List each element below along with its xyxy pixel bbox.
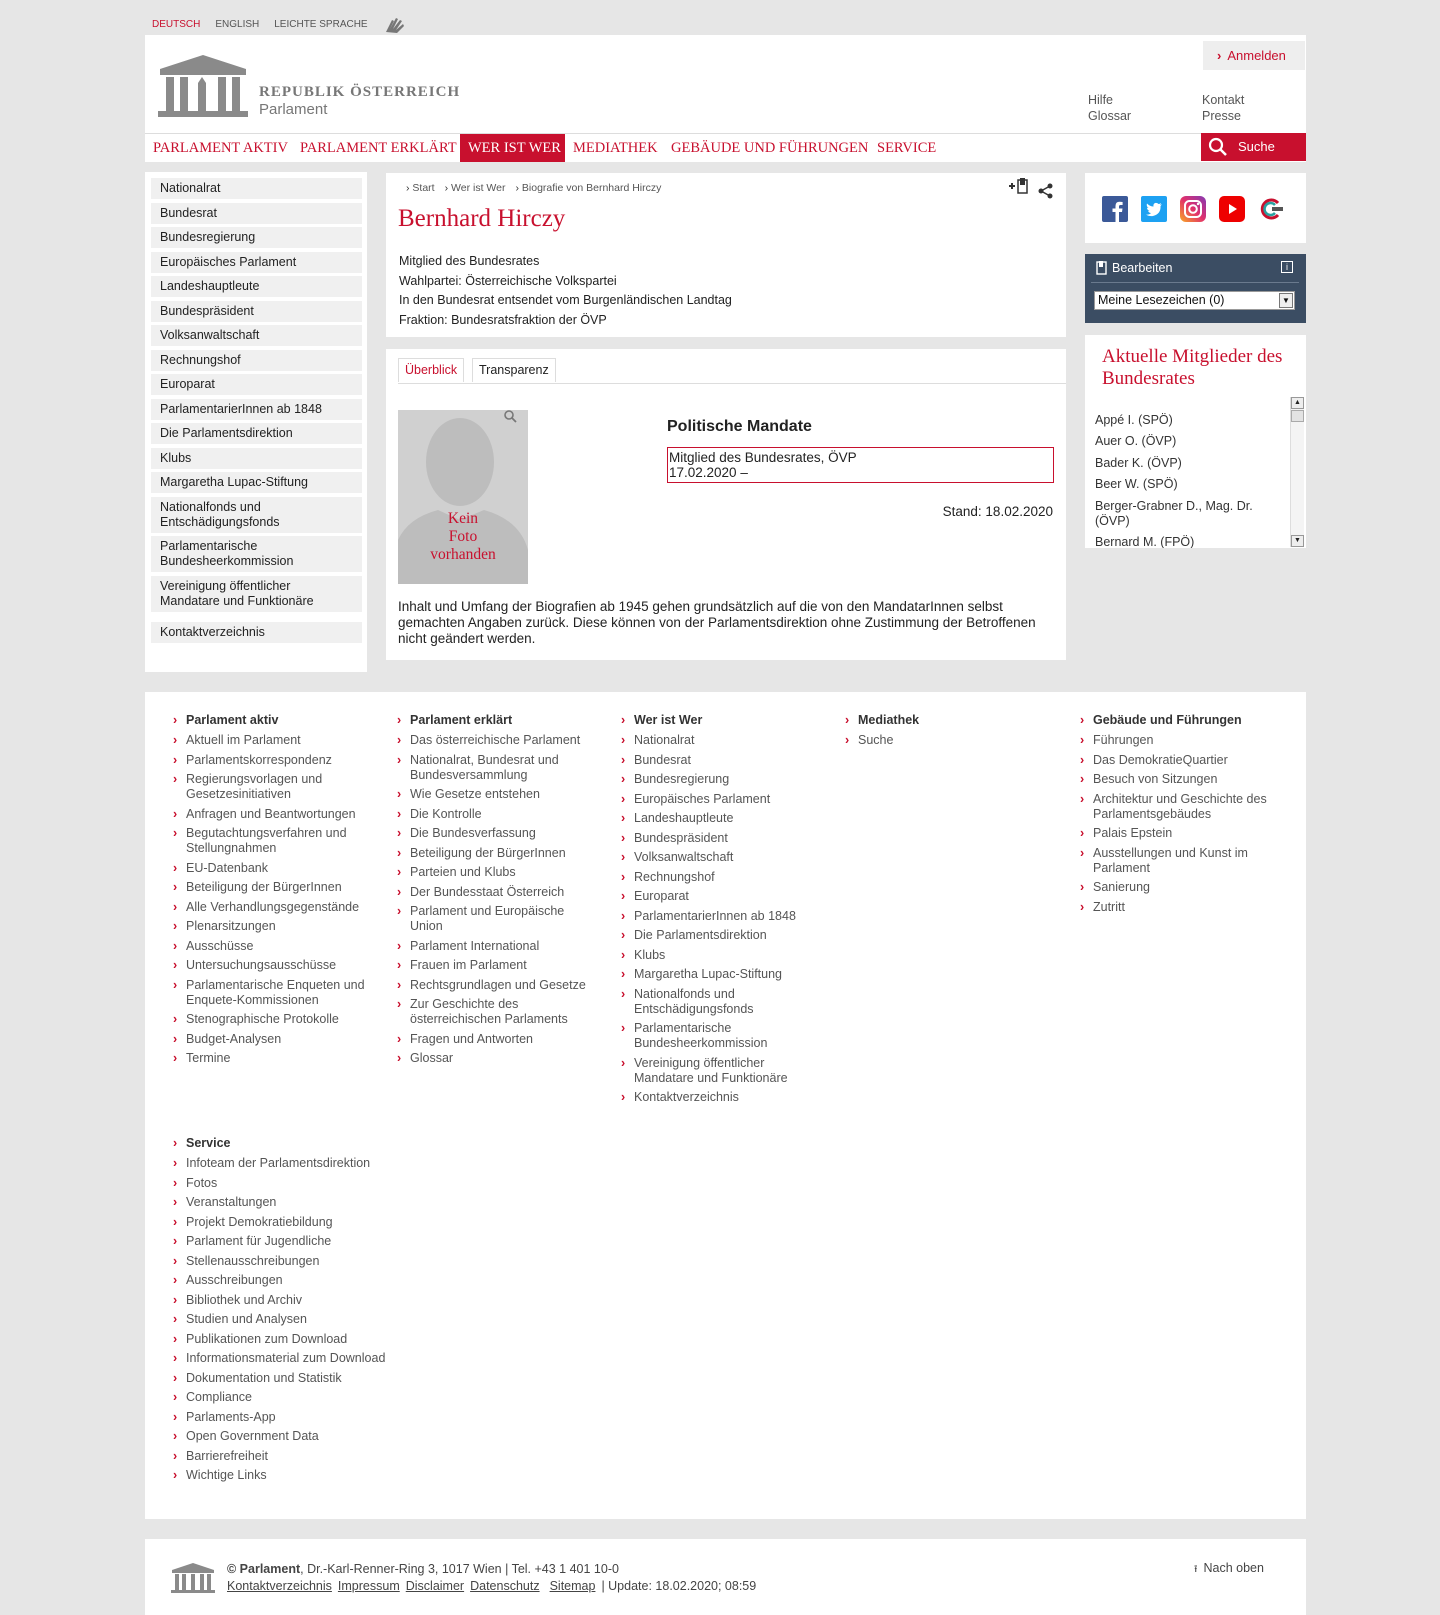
header-links-right	[1202, 92, 1244, 124]
footer-link[interactable]: › Compliance	[172, 1390, 412, 1405]
fact-membership: Mitglied des Bundesrates	[399, 254, 540, 268]
footer-link[interactable]: › Europarat	[620, 889, 810, 904]
footer-heading[interactable]: › Wer ist Wer	[620, 713, 810, 728]
scroll-thumb[interactable]	[1291, 410, 1304, 422]
profile-card	[386, 173, 1066, 337]
bookmarks-select-value: Meine Lesezeichen (0)	[1098, 293, 1225, 307]
brand-line1: REPUBLIK ÖSTERREICH	[259, 84, 461, 100]
footer-link[interactable]: › Frauen im Parlament	[396, 958, 586, 973]
sidebar-item-parlamentarierinnen[interactable]: ParlamentarierInnen ab 1848	[151, 399, 362, 420]
footer-link[interactable]: › Untersuchungsausschüsse	[172, 958, 372, 973]
sidebar-item-rechnungshof[interactable]: Rechnungshof	[151, 350, 362, 371]
update-date: | Update: 18.02.2020; 08:59	[601, 1579, 757, 1593]
sidebar-item-europaeisches-parlament[interactable]: Europäisches Parlament	[151, 252, 362, 273]
lang-leichte-sprache-link[interactable]: LEICHTE SPRACHE	[274, 18, 368, 30]
mandate-line2: 17.02.2020 –	[669, 465, 748, 480]
footer-link[interactable]: › Das österreichische Parlament	[396, 733, 586, 748]
add-bookmark-icon[interactable]	[1008, 178, 1030, 199]
footer-link[interactable]: › Landeshauptleute	[620, 811, 810, 826]
search-button[interactable]	[1201, 133, 1306, 161]
nav-gebaeude-fuehrungen[interactable]: GEBÄUDE UND FÜHRUNGEN	[671, 140, 869, 156]
footer-link[interactable]: › Parlaments-App	[172, 1410, 412, 1425]
sign-language-icon[interactable]	[383, 14, 409, 34]
footer-col-parlament-erklaert	[396, 713, 586, 1071]
sidebar-item-nationalfonds[interactable]: Nationalfonds und Entschädigungsfonds	[151, 497, 362, 533]
share-icon[interactable]	[1038, 183, 1054, 202]
footer-link[interactable]: › Rechtsgrundlagen und Gesetze	[396, 978, 586, 993]
member-item[interactable]: Appé I. (SPÖ)	[1095, 413, 1173, 427]
copyright: © Parlament	[227, 1562, 301, 1576]
fact-delegation: In den Bundesrat entsendet vom Burgenländischen Landtag	[399, 293, 732, 307]
footer-col-service	[172, 1136, 412, 1488]
footer-link[interactable]: › Parlamentskorrespondenz	[172, 753, 372, 768]
chevron-right-icon: ›	[1217, 48, 1222, 63]
member-item[interactable]: Berger-Grabner D., Mag. Dr. (ÖVP)	[1095, 499, 1253, 528]
footer-link[interactable]: › Rechnungshof	[620, 870, 810, 885]
edit-box-title: Bearbeiten	[1112, 261, 1173, 275]
footer-link[interactable]: › Bundesregierung	[620, 772, 810, 787]
nav-parlament-erklaert[interactable]: PARLAMENT ERKLÄRT	[300, 140, 457, 156]
nav-wer-ist-wer[interactable]: WER IST WER	[460, 134, 565, 162]
instagram-icon[interactable]	[1180, 196, 1206, 222]
twitter-icon[interactable]	[1141, 196, 1167, 222]
member-item[interactable]: Auer O. (ÖVP)	[1095, 434, 1177, 448]
footer-link[interactable]: › Parlamentarische Bundesheerkommission	[620, 1021, 810, 1051]
footer-link[interactable]: › Bibliothek und Archiv	[172, 1293, 412, 1308]
footer-link[interactable]: › Termine	[172, 1051, 372, 1066]
sidebar-item-nationalrat[interactable]: Nationalrat	[151, 178, 362, 199]
back-to-top-label: Nach oben	[1203, 1561, 1264, 1575]
parliament-logo[interactable]	[158, 53, 248, 119]
zoom-icon[interactable]	[503, 409, 517, 426]
footer-link[interactable]: › Studien und Analysen	[172, 1312, 412, 1327]
sidebar-item-bundesheerkommission[interactable]: Parlamentarische Bundesheerkommission	[151, 536, 362, 572]
footer-link-disclaimer[interactable]: Disclaimer	[405, 1579, 465, 1593]
fact-party: Wahlpartei: Österreichische Volkspartei	[399, 273, 617, 288]
lang-english-link[interactable]: ENGLISH	[215, 18, 260, 30]
photo-placeholder	[398, 410, 528, 584]
footer-link-impressum[interactable]: Impressum	[337, 1579, 400, 1593]
footer-link[interactable]: › Publikationen zum Download	[172, 1332, 412, 1347]
sidebar-item-klubs[interactable]: Klubs	[151, 448, 362, 469]
footer-link[interactable]: › Projekt Demokratiebildung	[172, 1215, 412, 1230]
arrow-up-icon: ⭱	[1194, 1564, 1198, 1575]
sidebar	[145, 172, 367, 672]
sidebar-item-parlamentsdirektion[interactable]: Die Parlamentsdirektion	[151, 423, 362, 444]
footer-link[interactable]: › Die Bundesverfassung	[396, 826, 586, 841]
tab-ueberblick[interactable]: Überblick	[398, 358, 464, 382]
breadcrumb-current: › Biografie von Bernhard Hirczy	[515, 182, 661, 194]
footer-link[interactable]: › Zutritt	[1079, 900, 1279, 915]
imprint	[227, 1561, 756, 1595]
dropdown-arrow-icon[interactable]: ▼	[1279, 293, 1293, 308]
footer-link[interactable]: › Fotos	[172, 1176, 412, 1191]
parliament-small-logo	[171, 1562, 215, 1597]
mandate-box	[667, 447, 1054, 483]
footer-link[interactable]: › Nationalrat	[620, 733, 810, 748]
fact-fraction: Fraktion: Bundesratsfraktion der ÖVP	[399, 312, 607, 327]
youtube-icon[interactable]	[1219, 196, 1245, 222]
footer-link[interactable]: › Suche	[844, 733, 1034, 748]
language-bar	[152, 14, 409, 34]
nav-mediathek[interactable]: MEDIATHEK	[573, 140, 658, 156]
footer-link[interactable]: › Die Kontrolle	[396, 807, 586, 822]
bottom-bar	[145, 1539, 1306, 1615]
episodes-icon[interactable]	[1258, 196, 1284, 222]
footer-col-gebaeude	[1079, 713, 1279, 919]
sidebar-item-lupac-stiftung[interactable]: Margaretha Lupac-Stiftung	[151, 472, 362, 493]
bookmark-icon	[1096, 261, 1107, 278]
biography-disclaimer: Inhalt und Umfang der Biografien ab 1945 gehen grundsätzlich auf die von den MandatarInnen selbst gemachten Angaben zurück. Diese können von der Parlamentsdirektion ohne Zustimmung der Betroffenen nicht geändert werden.	[398, 599, 1036, 646]
sidebar-item-europarat[interactable]: Europarat	[151, 374, 362, 395]
mandates-title: Politische Mandate	[667, 418, 812, 435]
search-label: Suche	[1238, 139, 1275, 154]
members-scrollbar[interactable]	[1290, 397, 1304, 547]
footer-col-mediathek	[844, 713, 1034, 753]
footer-link[interactable]: › Vereinigung öffentlicher Mandatare und Funktionäre	[620, 1056, 810, 1086]
footer-link[interactable]: › Stenographische Protokolle	[172, 1012, 372, 1027]
footer-link[interactable]: › Barrierefreiheit	[172, 1449, 412, 1464]
footer-link[interactable]: › Open Government Data	[172, 1429, 412, 1444]
footer-link[interactable]: › Ausschreibungen	[172, 1273, 412, 1288]
mandate-line1: Mitglied des Bundesrates, ÖVP	[669, 450, 857, 465]
footer-link[interactable]: › Informationsmaterial zum Download	[172, 1351, 412, 1366]
breadcrumb-start[interactable]: › Start	[406, 182, 435, 194]
scroll-up-icon[interactable]: ▲	[1291, 397, 1304, 409]
footer-heading[interactable]: › Mediathek	[844, 713, 1034, 728]
footer-link[interactable]: › Wie Gesetze entstehen	[396, 787, 586, 802]
footer-link[interactable]: › Sanierung	[1079, 880, 1279, 895]
footer-link[interactable]: › Beteiligung der BürgerInnen	[172, 880, 372, 895]
contact-link[interactable]: Kontakt	[1202, 93, 1245, 107]
footer-link-datenschutz[interactable]: Datenschutz	[470, 1579, 540, 1593]
footer-link[interactable]: › Nationalrat, Bundesrat und Bundesversammlung	[396, 753, 586, 783]
member-item[interactable]: Bernard M. (FPÖ)	[1095, 535, 1195, 548]
header-links-left	[1088, 92, 1131, 124]
footer-link[interactable]: › Nationalfonds und Entschädigungsfonds	[620, 987, 810, 1017]
footer-link[interactable]: › EU-Datenbank	[172, 861, 372, 876]
sidebar-item-vereinigung[interactable]: Vereinigung öffentlicher Mandatare und Funktionäre	[151, 576, 362, 612]
press-link[interactable]: Presse	[1202, 109, 1241, 123]
footer-link[interactable]: › Ausstellungen und Kunst im Parlament	[1079, 846, 1279, 876]
footer-link[interactable]: › Veranstaltungen	[172, 1195, 412, 1210]
scroll-down-icon[interactable]: ▼	[1291, 535, 1304, 547]
footer-link[interactable]: › Das DemokratieQuartier	[1079, 753, 1279, 768]
sidebar-item-bundesregierung[interactable]: Bundesregierung	[151, 227, 362, 248]
bookmarks-select[interactable]	[1094, 291, 1295, 310]
nav-parlament-aktiv[interactable]: PARLAMENT AKTIV	[153, 140, 288, 156]
social-box	[1085, 173, 1306, 243]
brand-line2: Parlament	[259, 101, 328, 118]
footer-link[interactable]: › Stellenausschreibungen	[172, 1254, 412, 1269]
footer-heading[interactable]: › Service	[172, 1136, 412, 1151]
footer-link[interactable]: › Anfragen und Beantwortungen	[172, 807, 372, 822]
footer-heading[interactable]: › Parlament erklärt	[396, 713, 586, 728]
footer-col-wer-ist-wer	[620, 713, 810, 1110]
footer-link[interactable]: › Beteiligung der BürgerInnen	[396, 846, 586, 861]
footer-link[interactable]: › Klubs	[620, 948, 810, 963]
footer-link[interactable]: › Architektur und Geschichte des Parlamentsgebäudes	[1079, 792, 1279, 822]
member-item[interactable]: Beer W. (SPÖ)	[1095, 477, 1178, 491]
footer-link[interactable]: › Bundesrat	[620, 753, 810, 768]
info-icon[interactable]: i	[1281, 261, 1293, 273]
footer-link[interactable]: › Parlament für Jugendliche	[172, 1234, 412, 1249]
footer-link[interactable]: › Regierungsvorlagen und Gesetzesinitiativen	[172, 772, 372, 802]
footer-link[interactable]: › Parlamentarische Enqueten und Enquete-Kommissionen	[172, 978, 372, 1008]
footer-link[interactable]: › Führungen	[1079, 733, 1279, 748]
no-photo-line2: Foto	[448, 528, 478, 545]
no-photo-line3: vorhanden	[430, 546, 496, 563]
footer-link[interactable]: › Dokumentation und Statistik	[172, 1371, 412, 1386]
sidebar-item-kontaktverzeichnis[interactable]: Kontaktverzeichnis	[151, 622, 362, 643]
footer-link[interactable]: › Wichtige Links	[172, 1468, 412, 1483]
members-box	[1085, 335, 1306, 548]
footer-link[interactable]: › Europäisches Parlament	[620, 792, 810, 807]
footer-link[interactable]: › Parteien und Klubs	[396, 865, 586, 880]
edit-box	[1085, 254, 1306, 323]
main-nav	[145, 133, 1306, 162]
brand-text	[259, 83, 460, 119]
help-link[interactable]: Hilfe	[1088, 93, 1114, 107]
person-facts	[399, 252, 732, 330]
footer-link[interactable]: › Aktuell im Parlament	[172, 733, 372, 748]
footer-link[interactable]: › Ausschüsse	[172, 939, 372, 954]
footer-link[interactable]: › ParlamentarierInnen ab 1848	[620, 909, 810, 924]
sidebar-item-bundespraesident[interactable]: Bundespräsident	[151, 301, 362, 322]
footer-link[interactable]: › Plenarsitzungen	[172, 919, 372, 934]
glossary-link[interactable]: Glossar	[1088, 109, 1132, 123]
footer-link[interactable]: › Infoteam der Parlamentsdirektion	[172, 1156, 412, 1171]
page-title: Bernhard Hirczy	[398, 205, 566, 232]
back-to-top-link[interactable]	[1194, 1561, 1264, 1579]
footer-heading[interactable]: › Gebäude und Führungen	[1079, 713, 1279, 728]
member-item[interactable]: Bader K. (ÖVP)	[1095, 456, 1182, 470]
footer-link[interactable]: › Die Parlamentsdirektion	[620, 928, 810, 943]
footer-link[interactable]: › Zur Geschichte des österreichischen Parlaments	[396, 997, 586, 1027]
sidebar-item-volksanwaltschaft[interactable]: Volksanwaltschaft	[151, 325, 362, 346]
breadcrumb-wer-ist-wer[interactable]: › Wer ist Wer	[445, 182, 506, 194]
edit-box-divider	[1091, 282, 1299, 283]
sidebar-item-bundesrat[interactable]: Bundesrat	[151, 203, 362, 224]
footer-link[interactable]: › Budget-Analysen	[172, 1032, 372, 1047]
members-list	[1095, 413, 1285, 548]
footer-link[interactable]: › Begutachtungsverfahren und Stellungnahmen	[172, 826, 372, 856]
nav-service[interactable]: SERVICE	[877, 140, 937, 156]
stand-date: Stand: 18.02.2020	[942, 504, 1053, 519]
login-label: Anmelden	[1227, 48, 1286, 63]
footer-link[interactable]: › Margaretha Lupac-Stiftung	[620, 967, 810, 982]
footer-link-sitemap[interactable]: Sitemap	[549, 1579, 596, 1593]
tab-transparenz[interactable]: Transparenz	[472, 358, 556, 382]
footer-link[interactable]: › Parlament International	[396, 939, 586, 954]
address: , Dr.-Karl-Renner-Ring 3, 1017 Wien | Tel. +43 1 401 10-0	[300, 1562, 619, 1576]
footer-link[interactable]: › Volksanwaltschaft	[620, 850, 810, 865]
footer-link-kontaktverzeichnis[interactable]: Kontaktverzeichnis	[227, 1579, 332, 1593]
login-button[interactable]	[1203, 41, 1305, 70]
footer-link[interactable]: › Glossar	[396, 1051, 586, 1066]
footer-link[interactable]: › Bundespräsident	[620, 831, 810, 846]
footer-link[interactable]: › Besuch von Sitzungen	[1079, 772, 1279, 787]
no-photo-text	[398, 510, 528, 564]
sidebar-item-landeshauptleute[interactable]: Landeshauptleute	[151, 276, 362, 297]
facebook-icon[interactable]	[1102, 196, 1128, 222]
lang-deutsch-link[interactable]: DEUTSCH	[152, 18, 201, 30]
footer-link[interactable]: › Kontaktverzeichnis	[620, 1090, 810, 1105]
tab-divider	[398, 383, 1066, 384]
footer-link[interactable]: › Der Bundesstaat Österreich	[396, 885, 586, 900]
footer-link[interactable]: › Parlament und Europäische Union	[396, 904, 586, 934]
footer-link[interactable]: › Fragen und Antworten	[396, 1032, 586, 1047]
search-icon	[1208, 137, 1228, 157]
no-photo-line1: Kein	[447, 510, 479, 527]
footer-col-parlament-aktiv	[172, 713, 372, 1071]
members-title: Aktuelle Mitglieder des Bundesrates	[1102, 346, 1283, 389]
footer-link[interactable]: › Alle Verhandlungsgegenstände	[172, 900, 372, 915]
footer-heading[interactable]: › Parlament aktiv	[172, 713, 372, 728]
breadcrumb	[406, 182, 661, 194]
footer-link[interactable]: › Palais Epstein	[1079, 826, 1279, 841]
